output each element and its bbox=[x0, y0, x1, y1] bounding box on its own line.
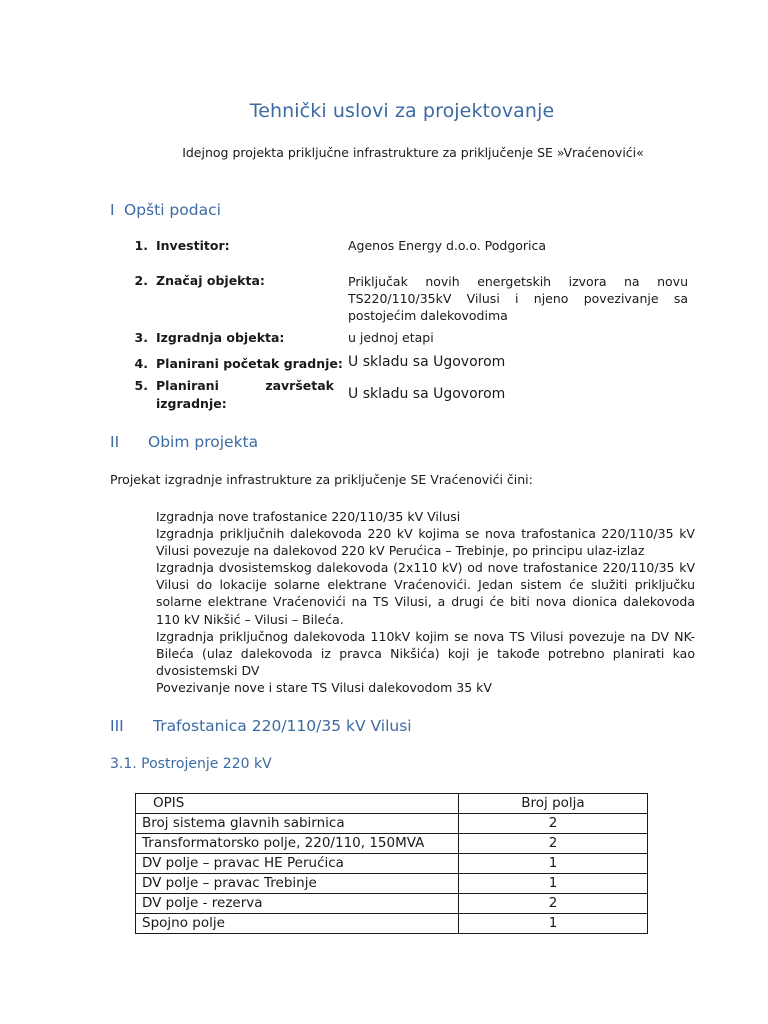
section-number: II bbox=[110, 433, 120, 451]
fields-table bbox=[135, 793, 648, 934]
section-heading-scope bbox=[110, 433, 259, 451]
item-value: Priključak novih energetskih izvora na novu TS220/110/35kV Vilusi i njeno povezivanje sa postojećim dalekovodima bbox=[348, 274, 688, 323]
table-cell: 1 bbox=[459, 874, 648, 894]
item-number: 5. bbox=[134, 378, 148, 393]
item-number: 4. bbox=[134, 356, 148, 371]
section-number: I bbox=[110, 201, 115, 219]
item-label: Izgradnja objekta: bbox=[156, 330, 285, 345]
item-label: Značaj objekta: bbox=[156, 273, 265, 288]
section-number: III bbox=[110, 717, 124, 735]
item-value: U skladu sa Ugovorom bbox=[348, 386, 506, 402]
list-item: Izgradnja nove trafostanice 220/110/35 kV Vilusi bbox=[156, 509, 461, 524]
list-item: Izgradnja dvosistemskog dalekovoda (2x110 kV) od nove trafostanice 220/110/35 kV Vilusi do lokacije solarne elektrane Vraćenovići. Jedan sistem će služiti priključku solarne elektrane Vraćenovići na TS Vilusi, a drugi će biti nova dionica dalekovoda 110 kV Nikšić – Vilusi – Bileća. bbox=[156, 560, 695, 627]
item-label: Investitor: bbox=[156, 238, 230, 253]
item-number: 1. bbox=[134, 238, 148, 253]
table-row bbox=[136, 914, 648, 934]
section-heading-substation bbox=[110, 717, 412, 735]
document-title: Tehnički uslovi za projektovanje bbox=[249, 100, 555, 122]
table-cell: 1 bbox=[459, 914, 648, 934]
section-title: Obim projekta bbox=[148, 433, 259, 451]
table-header-row bbox=[136, 794, 648, 814]
item-value: u jednoj etapi bbox=[348, 330, 434, 345]
table-cell: Broj sistema glavnih sabirnica bbox=[136, 814, 459, 834]
table-cell: 2 bbox=[459, 834, 648, 854]
table-cell: DV polje – pravac HE Perućica bbox=[136, 854, 459, 874]
document-subtitle: Idejnog projekta priključne infrastrukture za priključenje SE »Vraćenovići« bbox=[182, 145, 644, 160]
table-row bbox=[136, 894, 648, 914]
list-item: Izgradnja priključnog dalekovoda 110kV kojim se nova TS Vilusi povezuje na DV NK-Bileća (ulaz dalekovoda iz pravca Nikšića) koji je takođe potrebno planirati kao dvosistemski DV bbox=[156, 628, 695, 678]
item-label: Planirani završetak izgradnje: bbox=[156, 378, 334, 411]
table-row bbox=[136, 834, 648, 854]
section-heading-general bbox=[110, 201, 221, 219]
table-cell: Spojno polje bbox=[136, 914, 459, 934]
list-item: Izgradnja priključnih dalekovoda 220 kV kojima se nova trafostanica 220/110/35 kV Vilusi povezuje na dalekovod 220 kV Perućica – Trebinje, po principu ulaz-izlaz bbox=[156, 526, 695, 559]
table-header: Broj polja bbox=[459, 794, 648, 814]
table-header: OPIS bbox=[136, 794, 459, 814]
table-row bbox=[136, 814, 648, 834]
table-cell: 1 bbox=[459, 854, 648, 874]
item-value: Agenos Energy d.o.o. Podgorica bbox=[348, 238, 547, 253]
item-number: 2. bbox=[134, 273, 148, 288]
table-cell: Transformatorsko polje, 220/110, 150MVA bbox=[136, 834, 459, 854]
item-label: Planirani početak gradnje: bbox=[156, 356, 343, 371]
table-row bbox=[136, 854, 648, 874]
section-title: Trafostanica 220/110/35 kV Vilusi bbox=[153, 717, 412, 735]
table-cell: DV polje - rezerva bbox=[136, 894, 459, 914]
item-value: U skladu sa Ugovorom bbox=[348, 354, 506, 370]
table-cell: 2 bbox=[459, 814, 648, 834]
table-cell: DV polje – pravac Trebinje bbox=[136, 874, 459, 894]
section-title: Opšti podaci bbox=[124, 201, 221, 219]
scope-list bbox=[156, 508, 695, 696]
table-row bbox=[136, 874, 648, 894]
table-cell: 2 bbox=[459, 894, 648, 914]
subsection-heading: 3.1. Postrojenje 220 kV bbox=[110, 756, 272, 772]
item-number: 3. bbox=[134, 330, 148, 345]
list-item: Povezivanje nove i stare TS Vilusi dalekovodom 35 kV bbox=[156, 679, 492, 695]
scope-intro: Projekat izgradnje infrastrukture za priključenje SE Vraćenovići čini: bbox=[110, 472, 533, 487]
